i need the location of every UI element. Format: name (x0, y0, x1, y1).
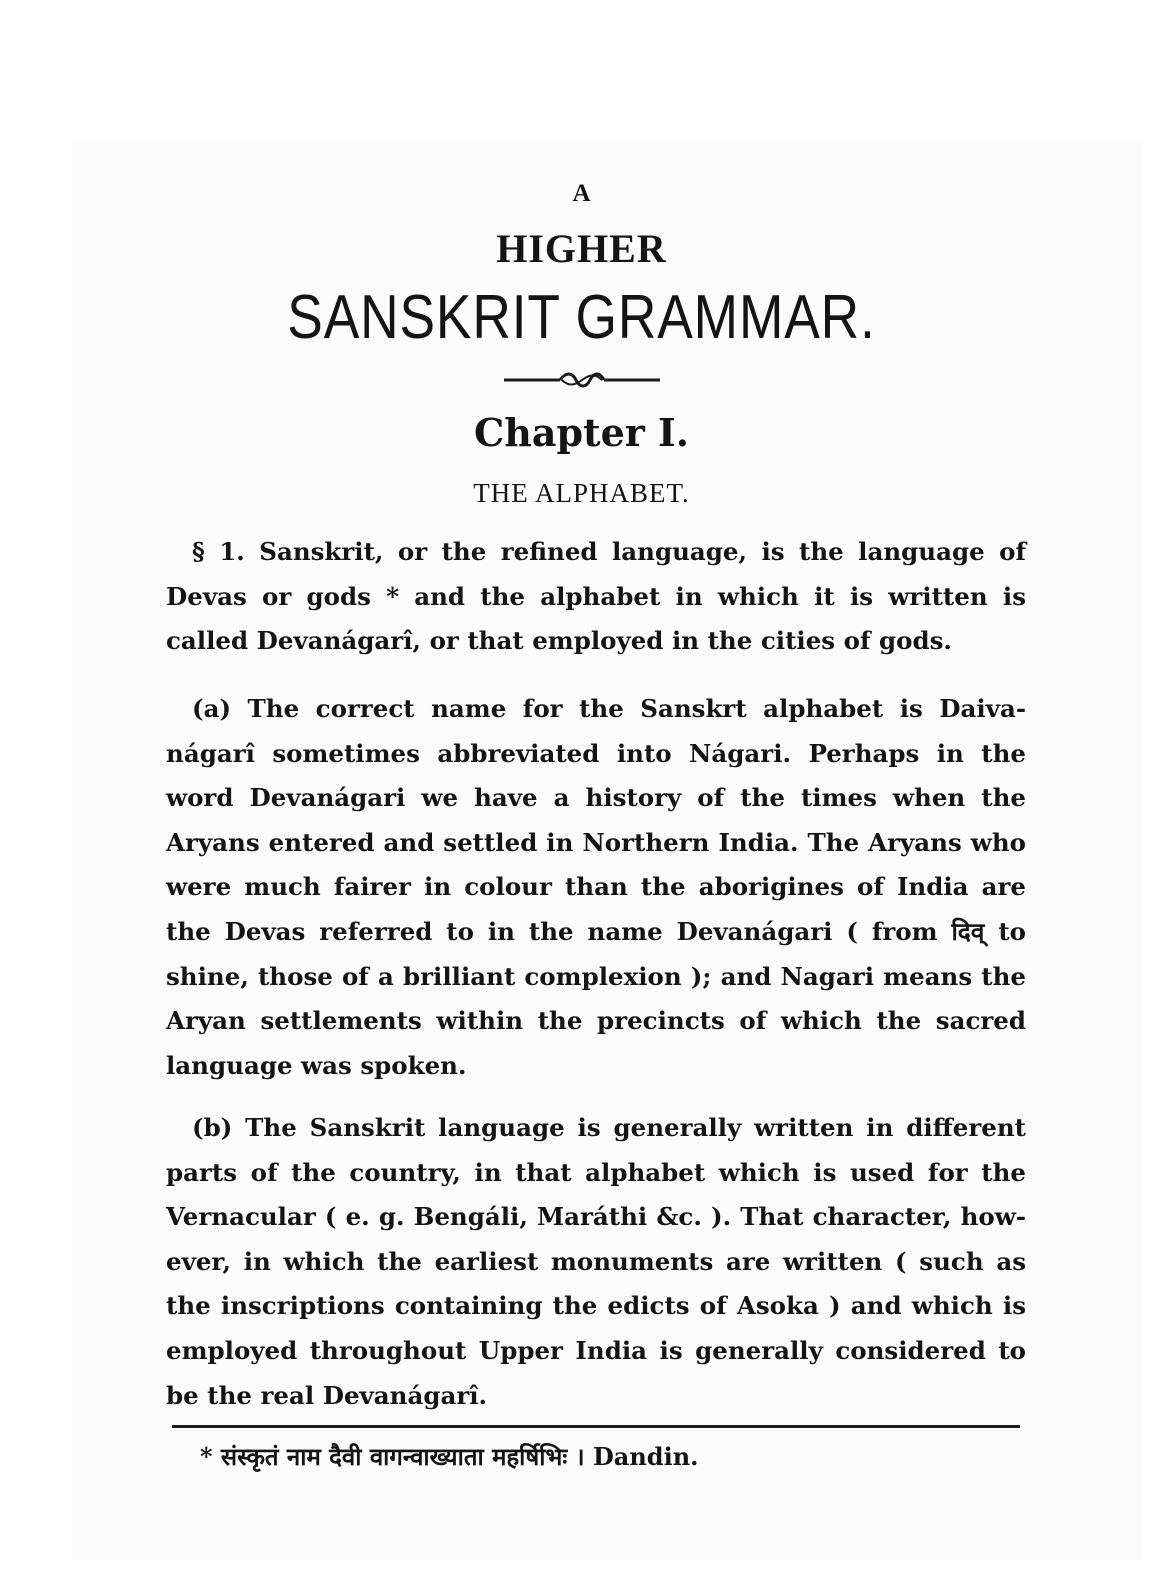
ornament-divider (0, 370, 1163, 390)
book-title: SANSKRIT GRAMMAR. (287, 283, 876, 352)
paragraph-a: (a) The correct name for the Sanskrt alphabet is Daiva-nágarî sometimes abbreviated into Nágari. Perhaps in the word Devanágari we have a history of the times when the Aryans entered and settled in Northern India. The Aryans who were much fairer in colour than the aborigines of India are the Devas referred to in the name Devanágari ( from दिव् to shine, those of a brilliant complexion ); and Nagari means the Aryan settlements within the precincts of which the sacred language was spoken. (166, 694, 1026, 1080)
footnote-rule (172, 1425, 1020, 1428)
heading-article: A (572, 180, 591, 207)
heading-higher: HIGHER (496, 226, 667, 271)
paragraph-section-1: § 1. Sanskrit, or the refined language, is the language of Devas or gods * and the alphabet in which it is written is called Devanágarî, or that employed in the cities of gods. (166, 537, 1026, 656)
ornament-flourish-icon (502, 370, 662, 390)
footnote: * संस्कृतं नाम दैवी वागन्वाख्याता महर्षिभिः । Dandin. (200, 1442, 699, 1471)
chapter-subtitle: THE ALPHABET. (473, 478, 690, 508)
paragraph-b: (b) The Sanskrit language is generally written in different parts of the country, in that alphabet which is used for the Vernacular ( e. g. Bengáli, Maráthi &c. ). That character, how-ever, in which the earliest monuments are written ( such as the inscriptions containing the edicts of Asoka ) and which is employed throughout Upper India is generally considered to be the real Devanágarî. (166, 1113, 1026, 1410)
chapter-heading: Chapter I. (473, 410, 690, 455)
